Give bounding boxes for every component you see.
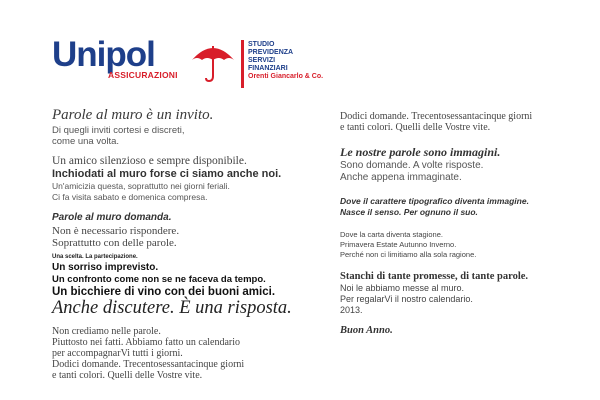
text-line: e tanti colori. Quelli delle Vostre vite. xyxy=(52,370,203,381)
left-closing xyxy=(52,326,244,381)
bold-line-3: Un bicchiere di vino con dei buoni amici. xyxy=(52,286,276,298)
text-line: Perché non ci limitiamo alla sola ragione. xyxy=(340,250,477,259)
bold-line-1: Un sorriso imprevisto. xyxy=(52,262,159,273)
right-top xyxy=(340,111,532,133)
studio-line: SERVIZI xyxy=(248,57,276,64)
text-line: Nasce il senso. Per ognuno il suo. xyxy=(340,207,478,217)
right-small xyxy=(340,230,476,260)
right-lines xyxy=(340,160,483,184)
text-line: Dove la carta diventa stagione. xyxy=(340,230,443,239)
text-line: Non è necessario rispondere. xyxy=(52,225,180,237)
text-line: Un'amicizia questa, soprattutto nei giorni feriali. xyxy=(52,181,230,191)
unipol-subtitle: ASSICURAZIONI xyxy=(108,70,178,80)
left-heading: Parole al muro è un invito. xyxy=(52,107,214,123)
stanchi-heading: Stanchi di tante promesse, di tante parole. xyxy=(340,271,529,282)
text-line: e tanti colori. Quelli delle Vostre vite. xyxy=(340,122,491,133)
big-answer: Anche discutere. È una risposta. xyxy=(52,298,292,318)
text-line: Soprattutto con delle parole. xyxy=(52,237,177,249)
scelta-line: Una scelta. La partecipazione. xyxy=(52,254,138,260)
logo-divider xyxy=(241,40,244,88)
text-line: Di quegli inviti cortesi e discreti, xyxy=(52,125,185,136)
text-line: come una volta. xyxy=(52,136,120,147)
text-line: Ci fa visita sabato e domenica compresa. xyxy=(52,192,208,202)
studio-line: PREVIDENZA xyxy=(248,49,294,56)
right-heading: Le nostre parole sono immagini. xyxy=(340,145,501,159)
text-line: per accompagnarVi tutti i giorni. xyxy=(52,348,183,359)
friend-line: Un amico silenzioso e sempre disponibile. xyxy=(52,155,247,167)
text-line: 2013. xyxy=(340,305,363,315)
friend-bold: Inchiodati al muro forse ci siamo anche noi. xyxy=(52,168,282,180)
studio-line: FINANZIARI xyxy=(248,65,288,72)
text-line: Piuttosto nei fatti. Abbiamo fatto un calendario xyxy=(52,337,241,348)
text-line: Dove il carattere tipografico diventa immagine. xyxy=(340,196,529,206)
right-bold-italic xyxy=(340,196,529,218)
text-line: Sono domande. A volte risposte. xyxy=(340,160,484,171)
stanchi-lines xyxy=(340,283,473,316)
studio-logo-text xyxy=(248,41,323,81)
text-line: Dodici domande. Trecentosessantacinque giorni xyxy=(52,359,245,370)
text-line: Primavera Estate Autunno Inverno. xyxy=(340,240,457,249)
friend-small xyxy=(52,181,230,203)
domanda-heading: Parole al muro domanda. xyxy=(52,212,172,223)
text-line: Noi le abbiamo messe al muro. xyxy=(340,283,465,293)
umbrella-icon xyxy=(189,40,237,89)
buon-anno: Buon Anno. xyxy=(340,325,393,336)
studio-line: STUDIO xyxy=(248,41,275,48)
domanda-lines xyxy=(52,225,179,249)
unipol-logo xyxy=(52,35,178,80)
left-intro xyxy=(52,125,185,147)
text-line: Anche appena immaginate. xyxy=(340,172,462,183)
unipol-wordmark: Unipol xyxy=(52,35,155,74)
text-line: Dodici domande. Trecentosessantacinque giorni xyxy=(340,111,533,122)
studio-name: Orenti Giancarlo & Co. xyxy=(248,73,324,80)
text-line: Non crediamo nelle parole. xyxy=(52,326,161,337)
bold-line-2: Un confronto come non se ne faceva da tempo. xyxy=(52,274,266,285)
text-line: Per regalarVi il nostro calendario. xyxy=(340,294,473,304)
